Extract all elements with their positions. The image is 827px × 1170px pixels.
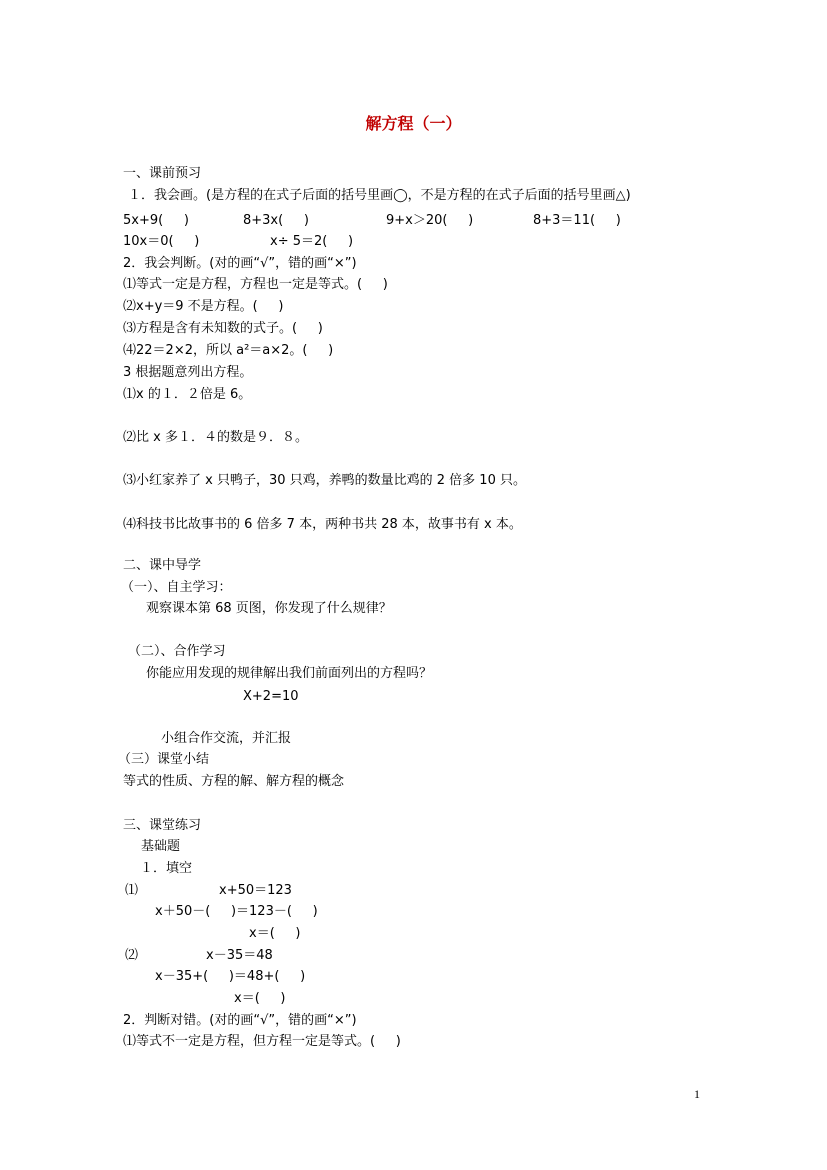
q2-item-3: ⑶方程是含有未知数的式子。( ) — [123, 321, 323, 336]
question-1-1: １．我会画。(是方程的在式子后面的括号里画◯，不是方程的在式子后面的括号里画△) — [128, 188, 631, 203]
exercise-a-line-2: x＋50－( )＝123－( ) — [155, 904, 318, 919]
basic-heading: 基础题 — [141, 839, 181, 854]
q1-item-1: 5x+9( ) — [123, 213, 189, 228]
q1-item-6: x÷ 5＝2( ) — [270, 234, 354, 249]
q2-item-2: ⑵x+y＝9 不是方程。( ) — [123, 299, 284, 314]
exercise-a-line-3: x＝( ) — [249, 926, 301, 941]
section-3-heading: 三、课堂练习 — [123, 818, 202, 833]
page-title: 解方程（一） — [365, 114, 462, 133]
q1-item-4: 8+3＝11( ) — [533, 213, 621, 228]
part-3-text: 等式的性质、方程的解、解方程的概念 — [123, 774, 345, 789]
section-1-heading: 一、课前预习 — [123, 166, 202, 181]
exercise-2-item-1: ⑴等式不一定是方程，但方程一定是等式。( ) — [123, 1034, 401, 1049]
question-1-3: 3 根据题意列出方程。 — [123, 365, 253, 380]
exercise-2-heading: 2．判断对错。(对的画“√”，错的画“×”) — [123, 1013, 357, 1028]
exercise-b-label: ⑵ — [125, 948, 139, 963]
q2-item-4: ⑷22＝2×2，所以 a²＝a×2。( ) — [123, 343, 334, 358]
part-2-heading: （二）、合作学习 — [128, 644, 226, 659]
q3-item-3: ⑶小红家养了 x 只鸭子，30 只鸡，养鸭的数量比鸡的 2 倍多 10 只。 — [123, 473, 526, 488]
exercise-b-line-2: x－35+( )＝48+( ) — [155, 969, 306, 984]
part-2-note: 小组合作交流，并汇报 — [161, 731, 292, 746]
q1-item-5: 10x＝0( ) — [123, 234, 200, 249]
q2-item-1: ⑴等式一定是方程，方程也一定是等式。( ) — [123, 277, 388, 292]
q1-item-2: 8+3x( ) — [243, 213, 309, 228]
section-2-heading: 二、课中导学 — [123, 558, 202, 573]
page-number: 1 — [694, 1087, 700, 1101]
equation: X+2=10 — [243, 689, 299, 704]
exercise-1-heading: １．填空 — [140, 861, 193, 876]
part-1-text: 观察课本第 68 页图，你发现了什么规律？ — [146, 601, 392, 616]
part-1-heading: （一）、自主学习： — [121, 580, 232, 595]
exercise-b-line-3: x＝( ) — [234, 991, 286, 1006]
q3-item-2: ⑵比 x 多１．４的数是９．８。 — [123, 430, 308, 445]
exercise-a-label: ⑴ — [125, 883, 139, 898]
q3-item-4: ⑷科技书比故事书的 6 倍多 7 本，两种书共 28 本，故事书有 x 本。 — [123, 517, 522, 532]
exercise-b-line-1: x－35＝48 — [206, 948, 273, 963]
question-1-2: 2．我会判断。(对的画“√”，错的画“×”) — [123, 256, 357, 271]
exercise-a-line-1: x+50＝123 — [219, 883, 292, 898]
part-3-heading: （三）课堂小结 — [118, 752, 210, 767]
q1-item-3: 9+x＞20( ) — [386, 213, 474, 228]
q3-item-1: ⑴x 的１．２倍是 6。 — [123, 387, 252, 402]
part-2-text: 你能应用发现的规律解出我们前面列出的方程吗？ — [146, 666, 433, 681]
